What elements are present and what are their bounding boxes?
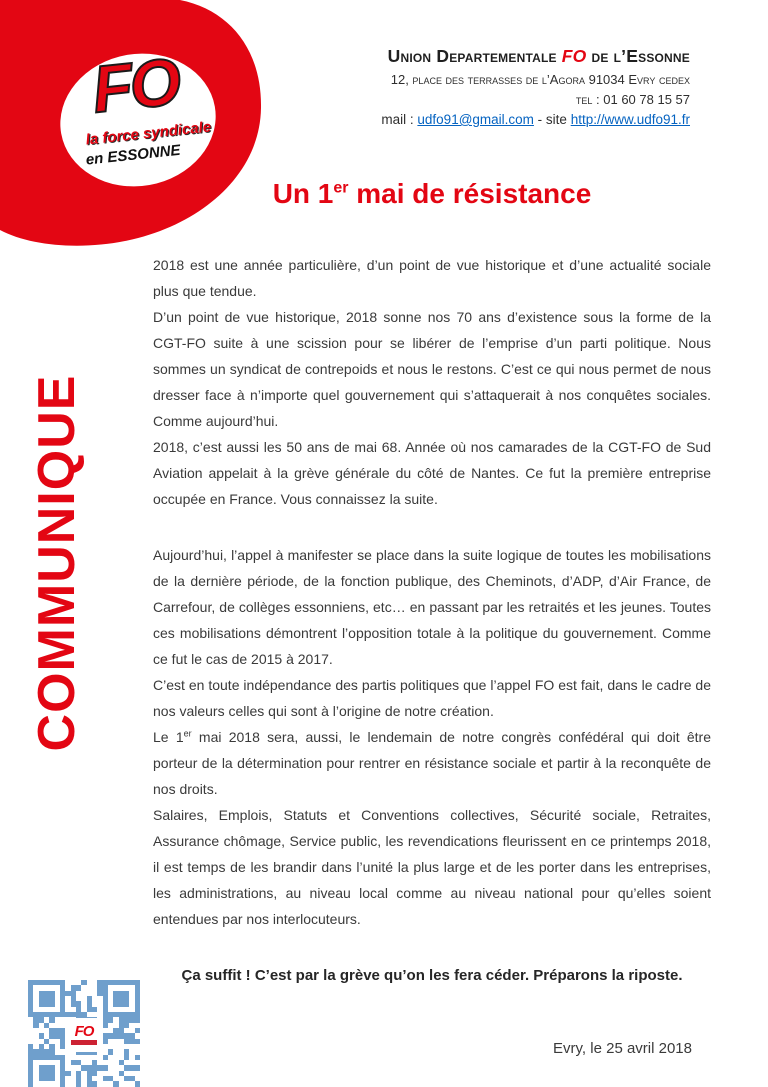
header-block — [381, 46, 690, 127]
org-name-prefix: Union Departementale — [387, 46, 562, 66]
fo-logo — [0, 0, 280, 260]
contact-line — [381, 112, 690, 127]
paragraph-3: 2018, c’est aussi les 50 ans de mai 68. Année où nos camarades de la CGT-FO de Sud Aviation appelait à la grève générale du côté de Nantes. Ce fut la première entreprise occupée en France. Vous connaissez la suite. — [153, 439, 711, 507]
slogan-line: Ça suffit ! C’est par la grève qu’on les fera céder. Préparons la riposte. — [181, 967, 683, 984]
page-title — [153, 178, 711, 210]
paragraph-6-rest: mai 2018 sera, aussi, le lendemain de notre congrès confédéral qui doit être porteur de la détermination pour rentrer en résistance sociale et partir à la reconquête de nos droits. — [153, 729, 711, 797]
qr-fo-letters: FO — [74, 1023, 94, 1040]
org-name — [381, 46, 690, 67]
org-name-fo: FO — [561, 46, 587, 66]
body-text — [153, 252, 711, 932]
org-address: 12, place des terrasses de l’Agora 91034 Evry cedex — [390, 72, 690, 87]
paragraph-7: Salaires, Emplois, Statuts et Conventions collectives, Sécurité sociale, Retraites, Assurance chômage, Service public, les revendications fleurissent en ce printemps 2018, il est temps de les brandir dans l’unité la plus large et de les porter dans les entreprises, les administrations, au niveau local comme au niveau national pour qu’elles soient entendues par nos interlocuteurs. — [153, 807, 711, 927]
email-link[interactable]: udfo91@gmail.com — [417, 112, 534, 127]
website-link[interactable]: http://www.udfo91.fr — [570, 112, 690, 127]
paragraph-5: C’est en toute indépendance des partis politiques que l’appel FO est fait, dans le cadre de nos valeurs celles qui sont à l’origine de notre création. — [153, 677, 711, 719]
title-prefix: Un 1 — [272, 178, 334, 209]
fo-logo-letters: FO — [88, 43, 182, 127]
org-name-suffix: de l’Essonne — [586, 46, 690, 66]
paragraph-6 — [153, 724, 711, 802]
title-suffix: mai de résistance — [348, 178, 592, 209]
fo-logo-tagline: la force syndicale — [84, 118, 212, 149]
date-place-line: Evry, le 25 avril 2018 — [553, 1040, 692, 1057]
fo-logo-region: en ESSONNE — [85, 141, 182, 169]
paragraph-4: Aujourd’hui, l’appel à manifester se place dans la suite logique de toutes les mobilisations de la dernière période, de la fonction publique, des Cheminots, d’ADP, d’Air France, de Carrefour, de collèges essonniens, etc… en passant par les retraités et les jeunes. Toutes ces mobilisations démontrent l’opposition totale à la politique du gouvernement. Comme ce fut le cas de 2015 à 2017. — [153, 547, 711, 667]
site-label: - site — [533, 112, 571, 127]
paragraph-1: 2018 est une année particulière, d’un point de vue historique et d’une actualité sociale plus que tendue. — [153, 257, 711, 299]
paragraph-6-prefix: Le 1 — [153, 729, 184, 745]
org-phone: tel : 01 60 78 15 57 — [575, 92, 690, 107]
title-superscript: er — [333, 179, 349, 197]
qr-center-logo — [66, 1018, 102, 1052]
paragraph-2: D’un point de vue historique, 2018 sonne nos 70 ans d’existence sous la forme de la CGT-FO suite à une scission pour se libérer de l’emprise d’un parti politique. Nous sommes un syndicat de contrepoids et nous le restons. C’est ce qui nous permet de nous dresser face à n’importe quel gouvernement qui s’attaquerait à nos conquêtes sociales. Comme aujourd’hui. — [153, 309, 711, 429]
paragraph-6-superscript: er — [183, 728, 192, 739]
mail-label: mail : — [381, 112, 418, 127]
communique-vertical-banner: COMMUNIQUE — [28, 374, 86, 752]
qr-fo-underline — [71, 1040, 97, 1045]
